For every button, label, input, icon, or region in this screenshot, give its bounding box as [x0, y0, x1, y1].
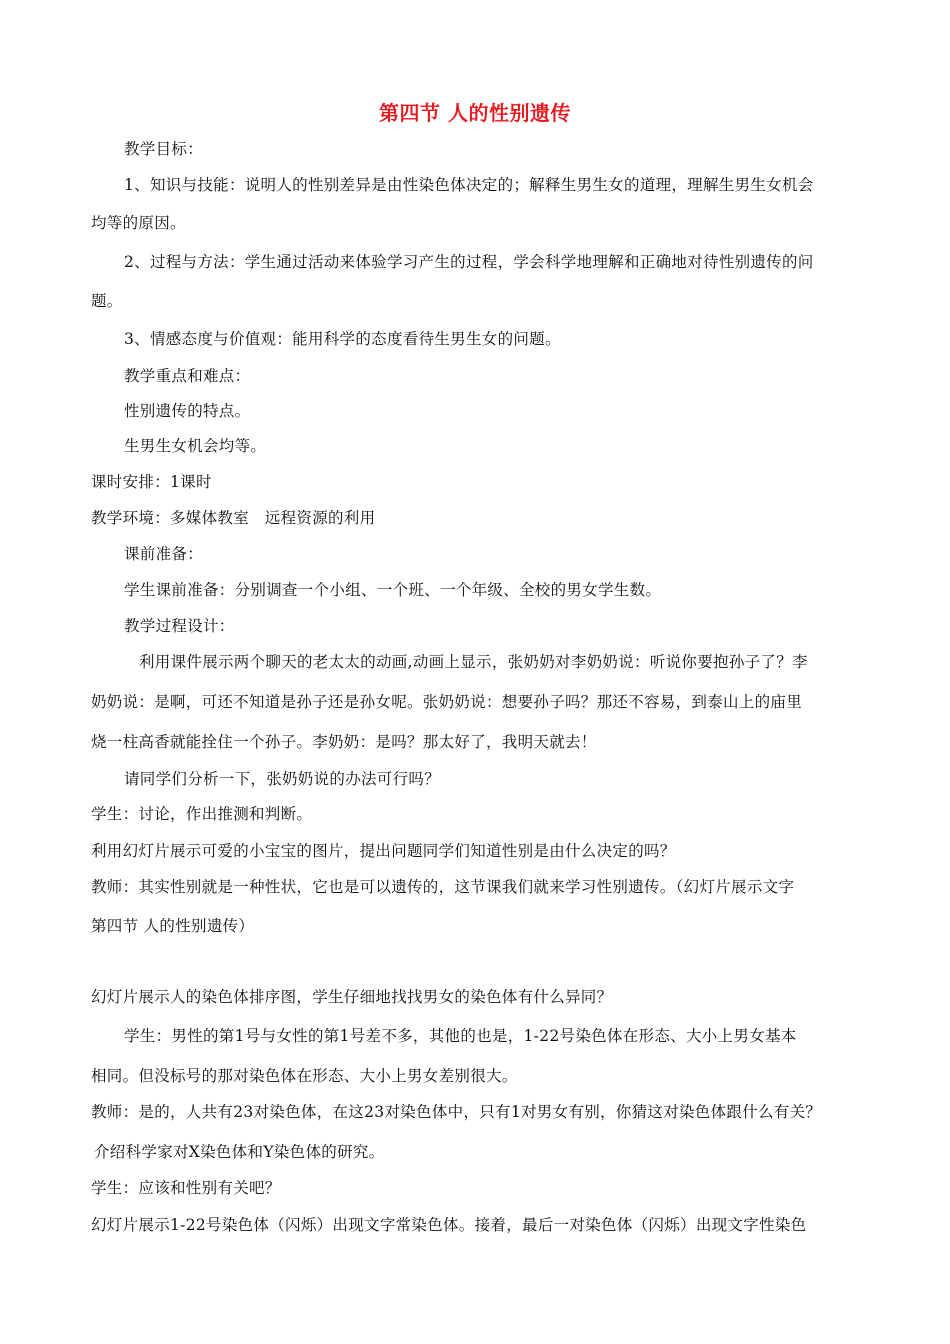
paragraph-line: 教学目标：	[124, 140, 204, 158]
paragraph-line: 教学重点和难点：	[124, 367, 251, 385]
paragraph-line: 题。	[91, 292, 123, 310]
paragraph-line: 2、过程与方法：学生通过活动来体验学习产生的过程，学会科学地理解和正确地对待性别遗传的问	[124, 253, 814, 271]
paragraph-line: 教学过程设计：	[124, 617, 235, 635]
paragraph-line: 生男生女机会均等。	[124, 437, 267, 455]
paragraph-line: 介绍科学家对X染色体和Y染色体的研究。	[94, 1143, 385, 1161]
document-title: 第四节 人的性别遗传	[379, 101, 571, 125]
paragraph-line: 利用幻灯片展示可爱的小宝宝的图片，提出问题同学们知道性别是由什么决定的吗？	[91, 842, 676, 860]
paragraph-line: 课前准备：	[124, 545, 204, 563]
paragraph-line: 性别遗传的特点。	[124, 402, 251, 420]
paragraph-line: 课时安排：1课时	[91, 473, 212, 491]
paragraph-line: 第四节 人的性别遗传）	[91, 917, 255, 935]
paragraph-line: 学生课前准备：分别调查一个小组、一个班、一个年级、全校的男女学生数。	[124, 581, 662, 599]
paragraph-line: 1、知识与技能：说明人的性别差异是由性染色体决定的；解释生男生女的道理，理解生男生女机会	[124, 176, 814, 194]
paragraph-line: 学生：男性的第1号与女性的第1号差不多，其他的也是，1-22号染色体在形态、大小上男女基本	[124, 1027, 797, 1045]
paragraph-line: 相同。但没标号的那对染色体在形态、大小上男女差别很大。	[91, 1067, 518, 1085]
paragraph-line: 幻灯片展示人的染色体排序图，学生仔细地找找男女的染色体有什么异同？	[91, 988, 613, 1006]
paragraph-line: 教学环境：多媒体教室 远程资源的利用	[91, 509, 376, 527]
paragraph-line: 均等的原因。	[91, 214, 186, 232]
paragraph-line: 3、情感态度与价值观：能用科学的态度看待生男生女的问题。	[124, 330, 561, 348]
paragraph-line: 烧一柱高香就能拴住一个孙子。李奶奶：是吗？那太好了，我明天就去！	[91, 733, 597, 751]
paragraph-line: 学生：讨论，作出推测和判断。	[91, 805, 313, 823]
paragraph-line: 学生：应该和性别有关吧？	[91, 1179, 281, 1197]
paragraph-line: 教师：是的，人共有23对染色体，在这23对染色体中，只有1对男女有别，你猜这对染色体跟什么有关？	[91, 1103, 822, 1121]
paragraph-line: 幻灯片展示1-22号染色体（闪烁）出现文字常染色体。接着，最后一对染色体（闪烁）出现文字性染色	[91, 1216, 807, 1234]
paragraph-line: 教师：其实性别就是一种性状，它也是可以遗传的，这节课我们就来学习性别遗传。（幻灯片展示文字	[91, 878, 795, 896]
paragraph-line: 奶奶说：是啊，可还不知道是孙子还是孙女呢。张奶奶说：想要孙子吗？那还不容易，到泰山上的庙里	[91, 693, 803, 711]
paragraph-line: 利用课件展示两个聊天的老太太的动画,动画上显示，张奶奶对李奶奶说：听说你要抱孙子了？李	[139, 653, 808, 671]
paragraph-line: 请同学们分析一下，张奶奶说的办法可行吗？	[124, 770, 441, 788]
